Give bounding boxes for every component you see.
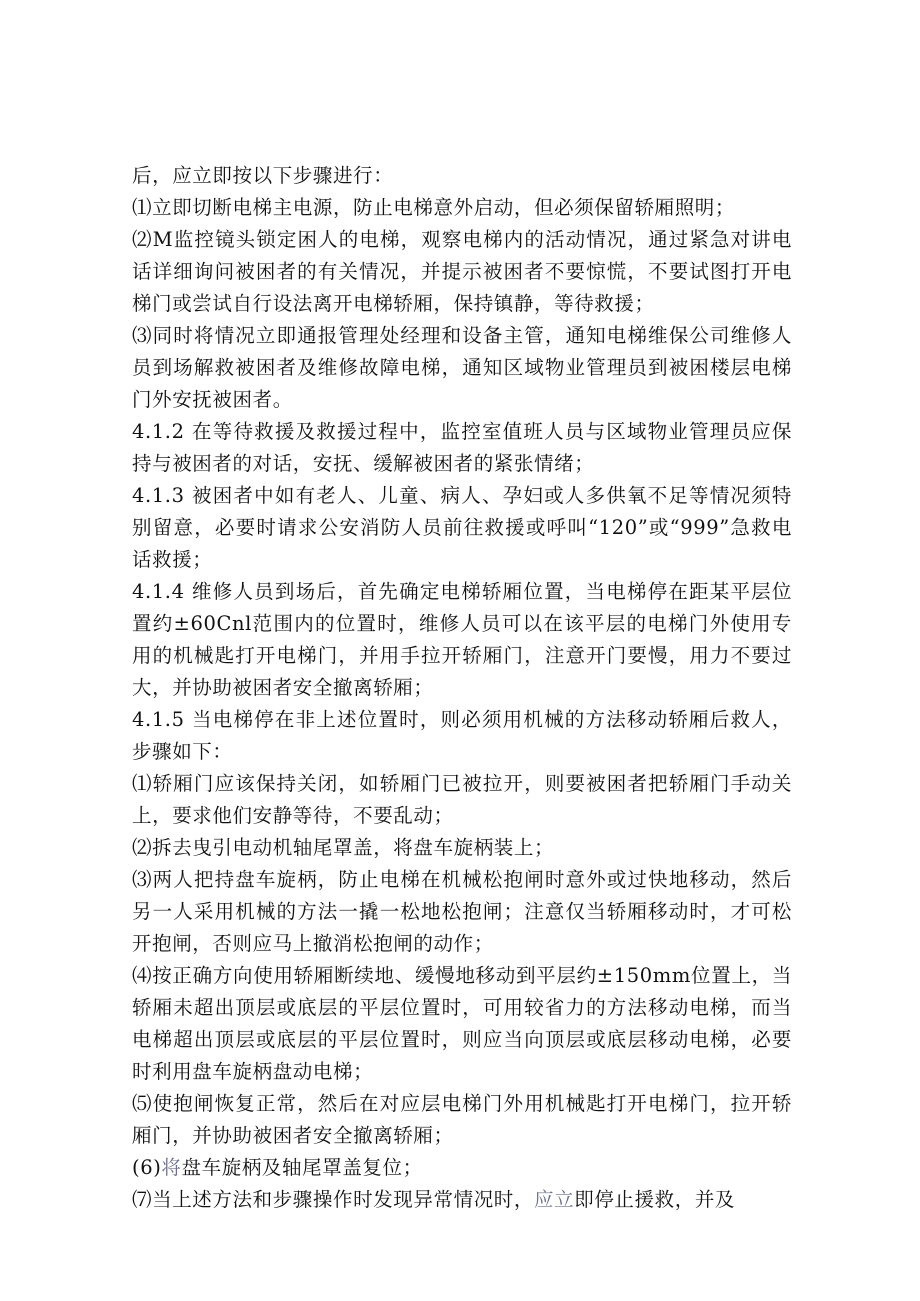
paragraph-14-rest: 盘车旋柄及轴尾罩盖复位； [181, 1156, 423, 1179]
paragraph-14-prefix: (6) [132, 1156, 162, 1179]
document-body [132, 160, 792, 1216]
paragraph-12: ⑷按正确方向使用轿厢断续地、缓慢地移动到平层约±150mm位置上，当轿厢未超出顶层或底层的平层位置时，可用较省力的方法移动电梯，而当电梯超出顶层或底层的平层位置时，则应当向顶层或底层移动电梯，必要时利用盘车旋柄盘动电梯； [132, 964, 792, 1083]
paragraph-14 [132, 1152, 792, 1184]
paragraph-15-highlight: 应立 [534, 1188, 575, 1211]
paragraph-15 [132, 1184, 792, 1216]
paragraph-5: 4.1.2 在等待救援及救援过程中，监控室值班人员与区域物业管理员应保持与被困者的对话，安抚、缓解被困者的紧张情绪； [132, 420, 792, 475]
paragraph-2: ⑴立即切断电梯主电源，防止电梯意外启动，但必须保留轿厢照明； [132, 196, 736, 219]
paragraph-14-highlight: 将 [161, 1156, 182, 1179]
paragraph-11: ⑶两人把持盘车旋柄，防止电梯在机械松抱闸时意外或过快地移动，然后另一人采用机械的方法一撬一松地松抱闸；注意仅当轿厢移动时，才可松开抱闸，否则应马上撤消松抱闸的动作； [132, 868, 792, 955]
paragraph-15-rest: 即停止援救，并及 [574, 1188, 736, 1211]
paragraph-3: ⑵M监控镜头锁定困人的电梯，观察电梯内的活动情况，通过紧急对讲电话详细询问被困者的有关情况，并提示被困者不要惊慌，不要试图打开电梯门或尝试自行设法离开电梯轿厢，保持镇静，等待救援； [132, 228, 792, 315]
paragraph-9: ⑴轿厢门应该保持关闭，如轿厢门已被拉开，则要被困者把轿厢门手动关上，要求他们安静等待，不要乱动； [132, 772, 792, 827]
paragraph-10: ⑵拆去曳引电动机轴尾罩盖，将盘车旋柄装上； [132, 836, 555, 859]
paragraph-6: 4.1.3 被困者中如有老人、儿童、病人、孕妇或人多供氧不足等情况须特别留意，必要时请求公安消防人员前往救援或呼叫“120”或“999”急救电话救援； [132, 484, 792, 571]
paragraph-15-prefix: ⑺当上述方法和步骤操作时发现异常情况时， [132, 1188, 535, 1211]
paragraph-13: ⑸使抱闸恢复正常，然后在对应层电梯门外用机械匙打开电梯门，拉开轿厢门，并协助被困者安全撤离轿厢； [132, 1092, 792, 1147]
paragraph-7: 4.1.4 维修人员到场后，首先确定电梯轿厢位置，当电梯停在距某平层位置约±60Cnl范围内的位置时，维修人员可以在该平层的电梯门外使用专用的机械匙打开电梯门，并用手拉开轿厢门，注意开门要慢，用力不要过大，并协助被困者安全撤离轿厢； [132, 580, 792, 699]
paragraph-1: 后，应立即按以下步骤进行： [132, 164, 394, 187]
paragraph-4: ⑶同时将情况立即通报管理处经理和设备主管，通知电梯维保公司维修人员到场解救被困者及维修故障电梯，通知区域物业管理员到被困楼层电梯门外安抚被困者。 [132, 324, 792, 411]
paragraph-8: 4.1.5 当电梯停在非上述位置时，则必须用机械的方法移动轿厢后救人，步骤如下： [132, 708, 792, 763]
